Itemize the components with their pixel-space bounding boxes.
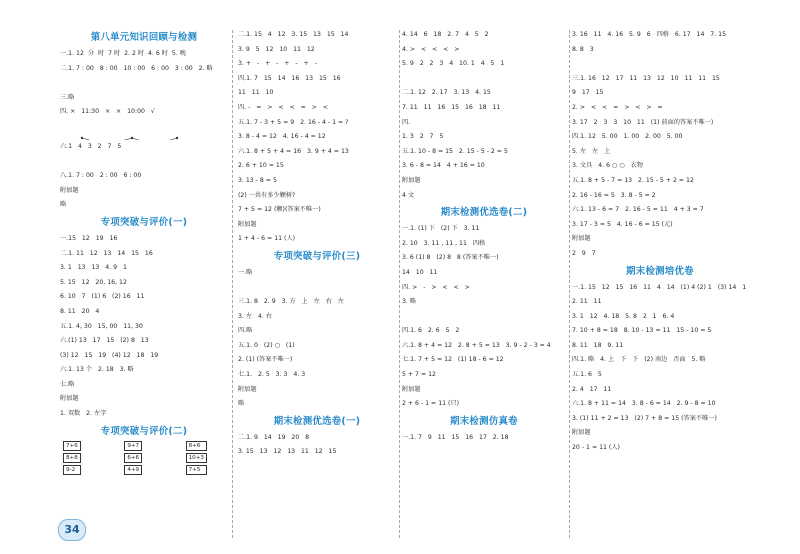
answer-line: 三.略 — [60, 93, 75, 101]
answer-line: 四.1. 略 4. 上 下 下 (2) 南边 否面 5. 略 — [572, 356, 706, 364]
answer-line: 3. 8 - 4 = 12 4. 16 - 4 = 12 — [238, 133, 326, 141]
match-middle-column — [121, 441, 145, 475]
answer-column-2 — [238, 28, 396, 540]
answer-line: 一.1. 7 9 11 15 16 17 2. 18 — [402, 433, 509, 441]
answer-line: 3. 16 11 4. 16 5. 9 6 四格 6. 17 14 7. 15 — [572, 31, 727, 38]
answer-line: 6. 10 7 (1) 6 (2) 16 11 — [60, 293, 145, 301]
answer-line: 2. > < < = > < > = — [572, 103, 663, 111]
answer-line: 一.15 12 19 16 — [60, 234, 118, 242]
match-box: 9-2 — [63, 465, 81, 475]
answer-line: 2. 16 - 16 = 5 3. 8 - 5 = 2 — [572, 191, 656, 199]
answer-line: 六.1. 13 - 6 = 7 2. 16 - 5 = 11 4 + 3 = 7 — [572, 206, 704, 214]
answer-line: 四. — [402, 118, 411, 126]
answer-line — [60, 76, 228, 91]
answer-line: 附加题 — [402, 385, 421, 393]
column-divider — [569, 30, 570, 538]
answer-line: 3. 1 12 4. 18 5. 8 2 1 6. 4 — [572, 312, 675, 320]
answer-line — [238, 281, 396, 296]
match-box: 8+8 — [63, 453, 81, 463]
answer-line: 六.1. 8 + 11 = 14 3. 8 - 6 = 14 2. 9 - 8 = 10 — [572, 400, 716, 408]
answer-line: 四.1. 6 2. 6 5 2 — [402, 327, 460, 335]
answer-line: 附加题 — [238, 385, 257, 393]
matching-exercise — [60, 441, 228, 481]
match-box: 10+3 — [186, 453, 207, 463]
answer-line: 六.(1) 13 17 15 (2) 8 13 — [60, 337, 149, 345]
answer-line: 3. 左 4. 右 — [238, 312, 273, 320]
answer-line: 2. 11 11 — [572, 298, 602, 306]
answer-line — [60, 155, 228, 170]
answer-line: 3. 1 13 13 4. 9 1 — [60, 264, 127, 272]
answer-line — [402, 310, 566, 325]
answer-line: 2. 6 + 10 = 15 — [238, 162, 284, 170]
answer-line: 14 10 11 — [402, 268, 438, 276]
match-box: 8+6 — [186, 441, 207, 451]
answer-line: 二.1. 15 4 12 3. 15 13 15 14 — [238, 31, 349, 38]
answer-line: 9 17 15 — [572, 89, 604, 97]
answer-line: 4 文 — [402, 191, 415, 199]
answer-line: 四.1. 12 5. 00 1. 00 2. 00 5. 00 — [572, 133, 683, 141]
answer-line: 五.1. 6 5 — [572, 371, 602, 379]
answer-line: 3. 9 5 12 10 11 12 — [238, 45, 315, 53]
answer-line: 四.略 — [238, 327, 253, 335]
answer-line: 附加题 — [238, 220, 257, 228]
answer-line: 二.1. 7 : 00 8 : 00 10 : 00 6 : 00 3 : 00 2. 略 — [60, 64, 213, 72]
match-box: 4+9 — [124, 465, 142, 475]
answer-line: 3. 6 (1) 8 (2) 8 8 (答案不唯一) — [402, 254, 499, 262]
answer-line: 略 — [60, 201, 67, 209]
answer-line — [572, 57, 748, 72]
answer-line: 5. 15 12 20, 16, 12 — [60, 278, 127, 286]
section-heading: 专项突破与评价(三) — [273, 250, 361, 262]
answer-line: 7. 10 + 8 = 18 8. 10 - 13 = 11 15 - 10 = 5 — [572, 327, 712, 335]
answer-line: 五.1. 4, 30 15, 00 11, 30 — [60, 322, 143, 330]
answer-line: 六.1. 8 + 4 = 12 2. 8 + 5 = 13 3. 9 - 2 - 3 = 4 — [402, 341, 551, 349]
answer-line: 3. 17 - 3 = 5 4. 16 - 6 = 15 (元) — [572, 220, 673, 228]
answer-line: 3. 略 — [402, 298, 417, 306]
match-right-column — [183, 441, 210, 475]
answer-line: 3. (1) 11 + 2 = 13 (2) 7 + 8 = 15 (答案不唯一) — [572, 414, 717, 422]
answer-line: 1 + 4 - 6 = 11 (人) — [238, 235, 296, 243]
answer-line: 七.1. 7 + 5 = 12 (1) 18 - 6 = 12 — [402, 356, 504, 364]
answer-line: 2 + 6 - 1 = 11 (只) — [402, 400, 460, 408]
answer-line: 1. 3 2 7 5 — [402, 133, 444, 141]
answer-line: 8. 11 20 4 — [60, 307, 100, 315]
answer-line: 七.略 — [60, 380, 75, 388]
answer-line: 附加题 — [402, 176, 421, 184]
match-left-column — [60, 441, 84, 475]
answer-line: 附加题 — [60, 395, 79, 403]
answer-line: 8. 11 18 9. 11 — [572, 341, 624, 349]
answer-line: 一.1. (1) 下 (2) 下 3. 11 — [402, 225, 480, 233]
match-diagram — [60, 120, 228, 140]
answer-line: 3. 17 2 3 3 10 11 (1) 前面的答案不唯一) — [572, 118, 714, 126]
answer-line: 五.1. 8 + 5 - 7 = 13 2. 15 - 5 + 2 = 12 — [572, 176, 694, 184]
answer-line: 3. + - + - + - + - — [238, 60, 317, 68]
answer-line: 20 - 1 = 11 (人) — [572, 444, 620, 452]
answer-line: 附加题 — [572, 235, 591, 243]
matching-boxes — [60, 441, 210, 475]
answer-line: 8. 8 3 — [572, 45, 594, 53]
answer-line: 四.1. 7 15 14 16 13 15 16 — [238, 74, 341, 82]
section-heading: 期末检测仿真卷 — [450, 415, 518, 427]
answer-line: 11 11 10 — [238, 89, 274, 97]
section-heading: 第八单元知识回顾与检测 — [90, 32, 198, 43]
section-heading: 专项突破与评价(二) — [100, 425, 188, 437]
match-box: 6+6 — [124, 453, 142, 463]
answer-line: 一.1. 15 12 15 16 11 4 14 (1) 4 (2) 1 (3) 14 1 — [572, 283, 747, 291]
answer-line: (3) 12 15 19 (4) 12 18 19 — [60, 351, 159, 359]
answer-line: 五.1. 10 - 8 = 15 2. 15 - 5 - 2 = 5 — [402, 147, 508, 155]
answer-line: 六.1. 13 个 2. 18 3. 略 — [60, 366, 134, 374]
section-heading: 期末检测优选卷(二) — [440, 207, 528, 219]
page-number-badge: 34 — [58, 519, 86, 541]
answer-line: 4. 14 6 18 2. 7 4 5 2 — [402, 31, 489, 38]
answer-line: 五.1. 7 - 3 + 5 = 9 2. 16 - 4 - 1 = ? — [238, 118, 349, 126]
column-divider — [232, 30, 233, 538]
match-box: 9+7 — [124, 441, 142, 451]
answer-line: 四. × 11:30 × × 10:00 √ — [60, 108, 155, 116]
answer-line: 一.略 — [238, 268, 253, 276]
answer-line: 5 + 7 = 12 — [402, 371, 436, 379]
answer-line: 5. 9 2 2 3 4 10. 1 4 5 1 — [402, 60, 505, 68]
answer-line: 7. 11 11 16 15 16 18 11 — [402, 103, 501, 111]
answer-line: 八.1. 7 : 00 2 : 00 6 : 00 — [60, 172, 142, 180]
column-divider — [399, 30, 400, 538]
answer-line: 六.1. 8 + 5 + 4 = 16 3. 9 + 4 = 13 — [238, 147, 349, 155]
answer-line: 5. 左 左 上 — [572, 147, 611, 155]
answer-line: 3. 13 - 8 = 5 — [238, 176, 277, 184]
answer-line: 二.1. 12 2. 17 3. 13 4. 15 — [402, 89, 491, 97]
section-heading: 期末检测优选卷(一) — [273, 415, 361, 427]
answer-line — [402, 72, 566, 87]
section-heading: 期末检测培优卷 — [626, 265, 694, 277]
answer-column-4 — [572, 28, 748, 540]
answer-line: 三.1. 8 2. 9 3. 方 上 左 右 左 — [238, 298, 344, 306]
section-heading: 专项突破与评价(一) — [100, 216, 188, 228]
answer-line: 3. 6 - 8 = 14 4 + 16 = 10 — [402, 162, 485, 170]
answer-column-3 — [402, 28, 566, 540]
answer-line: 附加题 — [572, 429, 591, 437]
answer-line: 7 + 5 = 12 (颗)(答案不唯一) — [238, 206, 321, 214]
answer-line: 三.1. 16 12 17 11 13 12 10 11 11 15 — [572, 74, 720, 82]
answer-line: 一.1. 12 分 时 7 时 2. 2 时 4. 6 时 5. 晚 — [60, 50, 186, 57]
answer-column-1 — [60, 28, 228, 540]
answer-line: 2. 4 17 11 — [572, 385, 612, 393]
answer-line: 2. (1) (答案不唯一) — [238, 356, 293, 364]
answer-line: 1. 双数 2. 左字 — [60, 410, 107, 418]
match-box: 7+6 — [63, 441, 81, 451]
answer-line: 附加题 — [60, 186, 79, 194]
answer-line: 四. > - > < < > — [402, 283, 470, 291]
answer-line: 3. 15 13 12 13 11 12 15 — [238, 448, 337, 456]
answer-line: 4. > < < < > — [402, 45, 460, 53]
answer-line: 2. 10 3. 11 , 11 , 11 四格 — [402, 239, 486, 247]
answer-line: (2) 一共有多少颗树? — [238, 191, 296, 199]
match-box: 7+5 — [186, 465, 207, 475]
answer-line: 二.1. 11 12 13 14 15 16 — [60, 249, 153, 257]
answer-line: 四. - = > < < = > < — [238, 103, 328, 111]
answer-line: 略 — [238, 400, 245, 408]
answer-line: 五.1. 0 (2) ○ (1) — [238, 341, 295, 349]
answer-line: 3. 文具 4. 6 ○ ○ 衣物 — [572, 162, 643, 170]
answer-line: 2 9 7 — [572, 249, 596, 257]
answer-line: 七.1. 2. 5 3. 3 4. 3 — [238, 371, 306, 379]
answer-line: 六.1 4 3 2 7 5 — [60, 142, 122, 150]
answer-line: 二.1. 9 14 19 20 8 — [238, 433, 310, 441]
